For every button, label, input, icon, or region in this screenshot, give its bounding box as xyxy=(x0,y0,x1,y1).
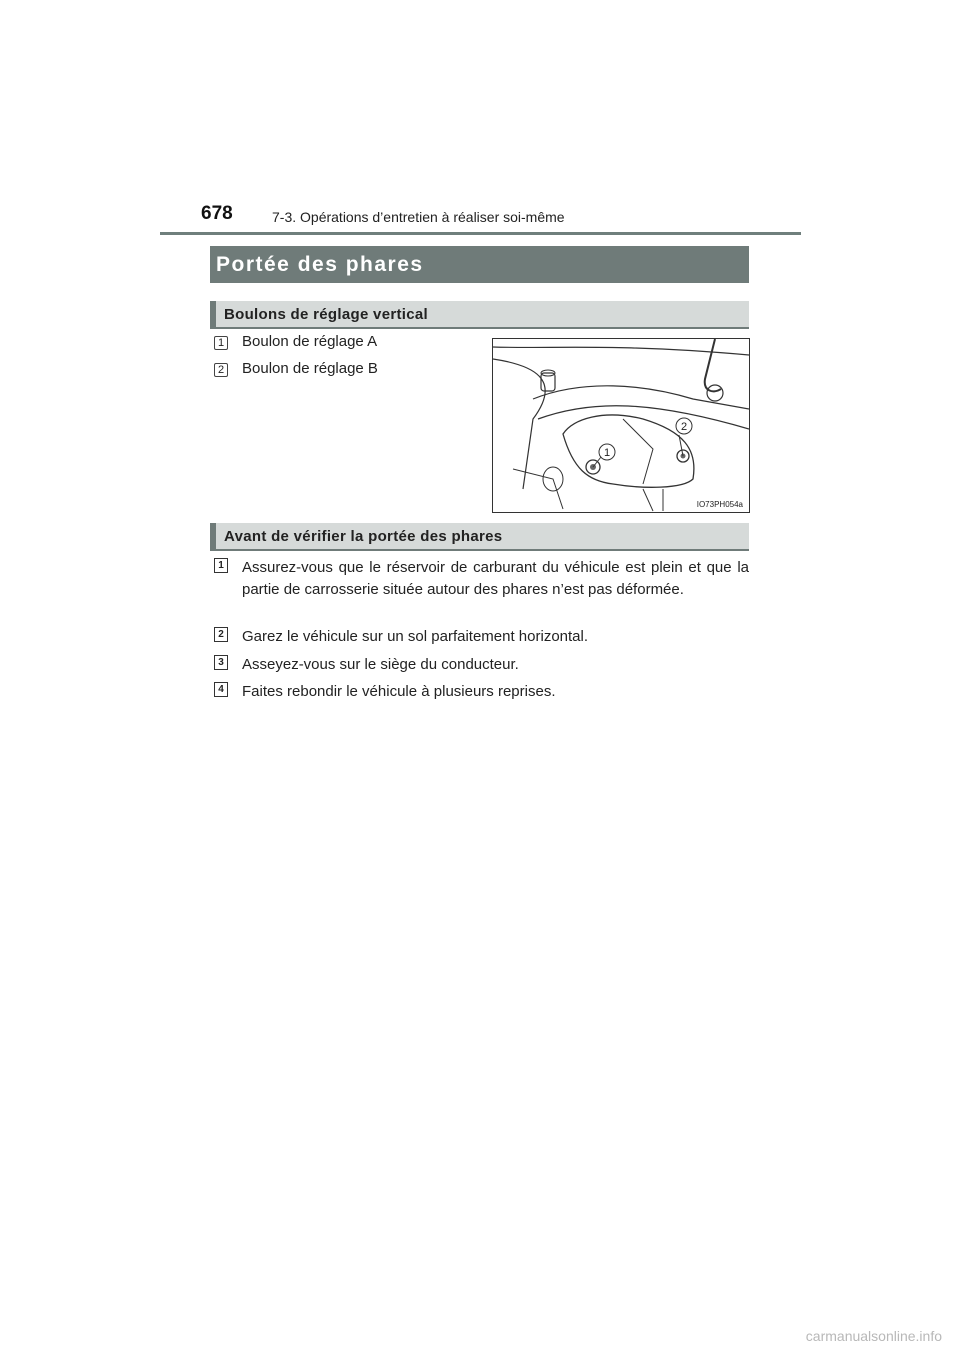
callout-item xyxy=(214,360,378,377)
callout-label: Boulon de réglage B xyxy=(242,360,378,377)
step-item xyxy=(214,654,749,676)
watermark: carmanualsonline.info xyxy=(805,1328,942,1344)
step-text: Asseyez-vous sur le siège du conducteur. xyxy=(242,656,519,673)
page-title xyxy=(210,246,749,283)
header-divider xyxy=(160,232,801,235)
step-item xyxy=(214,681,749,703)
figure-callout-2: 2 xyxy=(680,421,688,433)
step-text: Faites rebondir le véhicule à plusieurs reprises. xyxy=(242,683,556,700)
section-heading-text: Boulons de réglage vertical xyxy=(224,305,428,323)
step-number: 1 xyxy=(214,558,228,573)
step-text: Assurez-vous que le réservoir de carburant du véhicule est plein et que la partie de carrosserie située autour des phares n’est pas déformée. xyxy=(242,559,749,598)
section-reference: 7-3. Opérations d’entretien à réaliser soi-même xyxy=(272,209,565,225)
page-number: 678 xyxy=(201,203,233,224)
section-heading-before-check xyxy=(210,523,749,551)
section-heading-text: Avant de vérifier la portée des phares xyxy=(224,527,503,545)
step-number: 2 xyxy=(214,627,228,642)
figure-callout-1: 1 xyxy=(603,447,611,459)
callout-number: 1 xyxy=(214,336,228,350)
figure-code: IO73PH054a xyxy=(696,500,743,509)
step-number: 3 xyxy=(214,655,228,670)
step-text: Garez le véhicule sur un sol parfaitement horizontal. xyxy=(242,628,589,645)
page-title-text: Portée des phares xyxy=(216,252,424,276)
engine-bay-drawing xyxy=(493,339,749,512)
step-number: 4 xyxy=(214,682,228,697)
callout-item xyxy=(214,333,378,350)
callout-label: Boulon de réglage A xyxy=(242,333,378,350)
section-heading-vertical-bolts xyxy=(210,301,749,329)
callout-number: 2 xyxy=(214,363,228,377)
headlight-adjustment-illustration xyxy=(492,338,750,513)
step-item xyxy=(214,557,749,601)
step-item xyxy=(214,626,749,648)
